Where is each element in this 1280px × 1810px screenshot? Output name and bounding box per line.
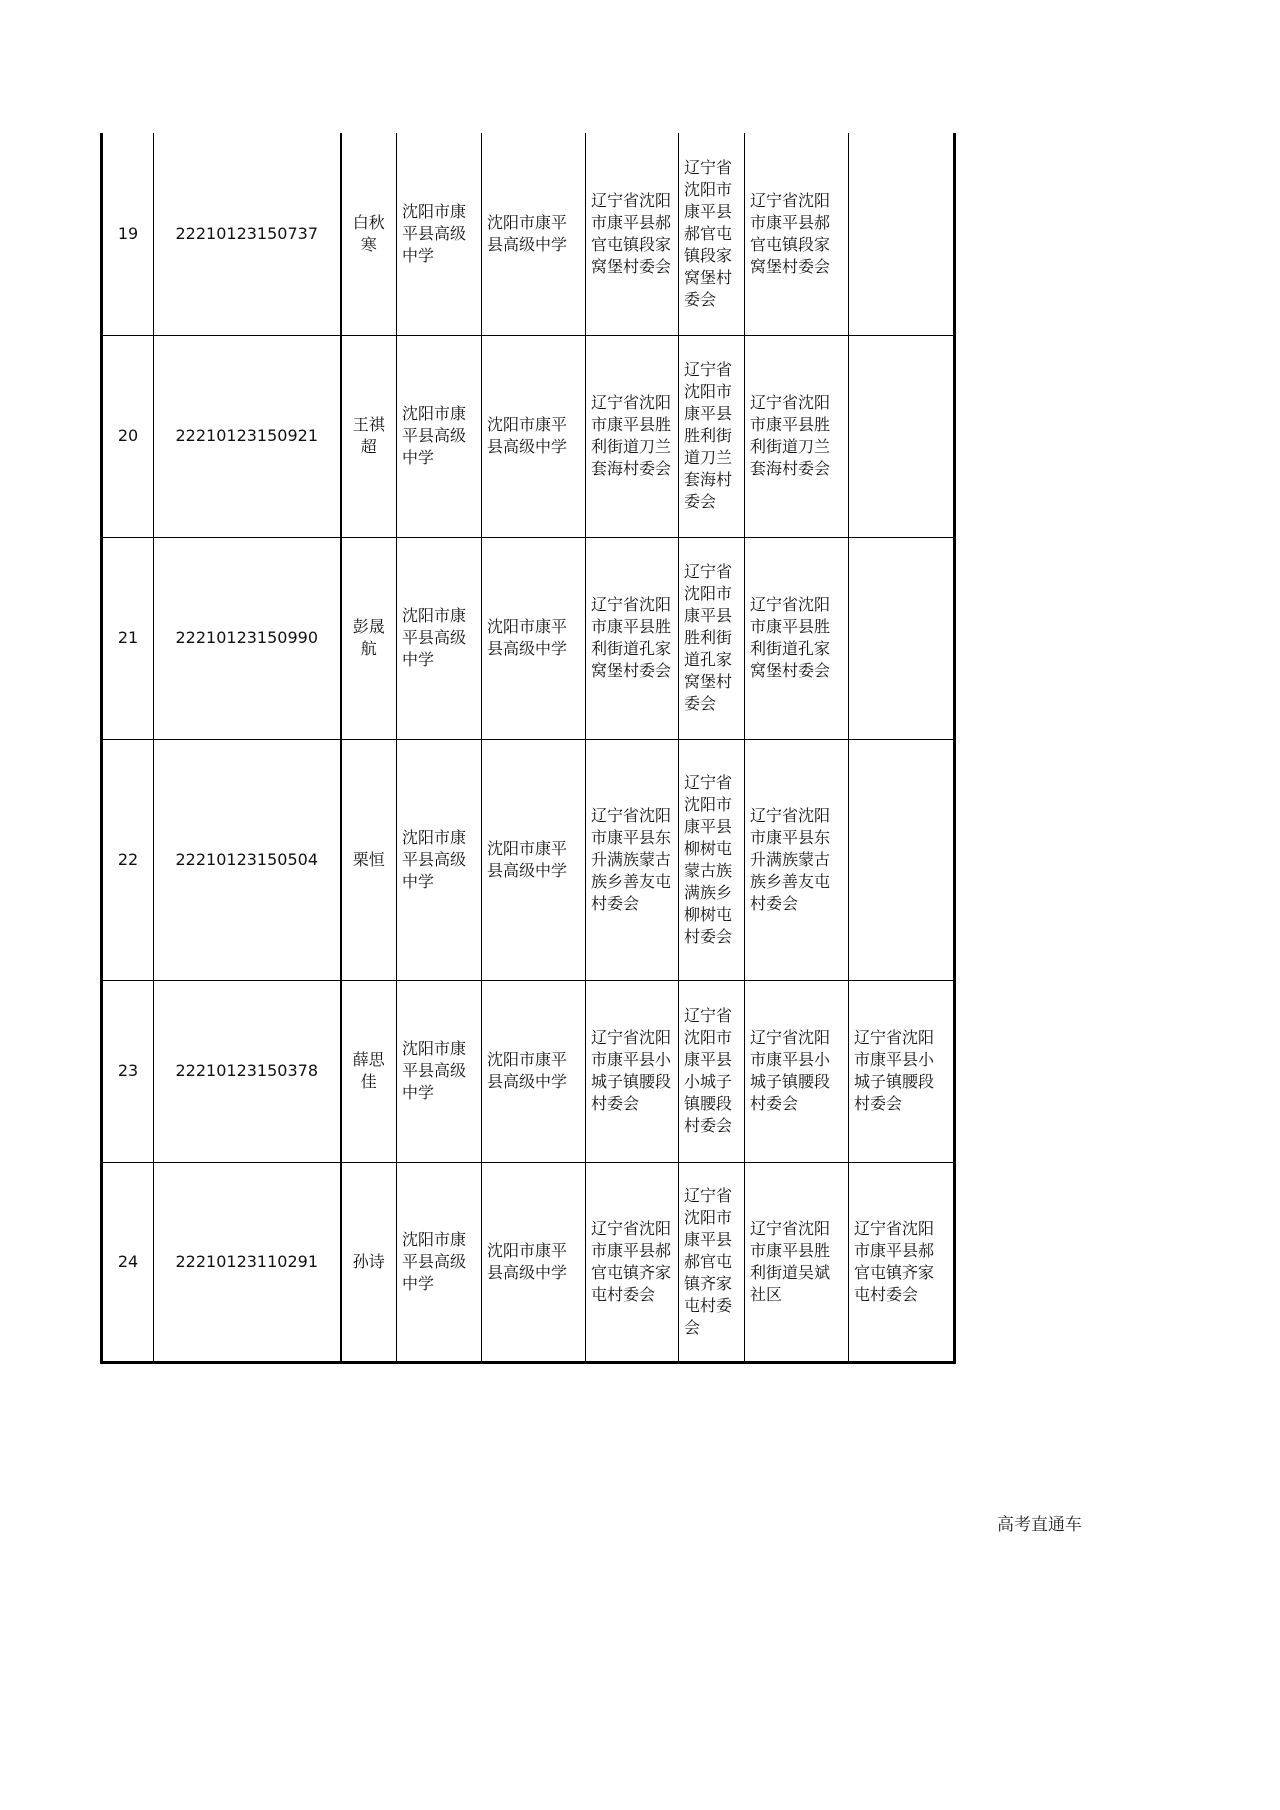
school-name: 沈阳市康平县高级中学 [397, 1162, 482, 1362]
table-row [102, 133, 955, 335]
student-name: 薛思佳 [341, 980, 397, 1162]
residence-address: 辽宁省沈阳市康平县胜利街道刀兰套海村委会 [679, 335, 745, 537]
household-address: 辽宁省沈阳市康平县胜利街道刀兰套海村委会 [586, 335, 679, 537]
student-name: 白秋寒 [341, 133, 397, 335]
household-address: 辽宁省沈阳市康平县胜利街道孔家窝堡村委会 [586, 537, 679, 739]
extra-address [849, 537, 955, 739]
graduation-school: 沈阳市康平县高级中学 [482, 133, 586, 335]
household-address: 辽宁省沈阳市康平县小城子镇腰段村委会 [586, 980, 679, 1162]
table-row [102, 980, 955, 1162]
student-name: 彭晟航 [341, 537, 397, 739]
exam-id: 22210123150737 [154, 133, 341, 335]
guardian-address: 辽宁省沈阳市康平县胜利街道刀兰套海村委会 [745, 335, 849, 537]
row-index: 20 [102, 335, 154, 537]
row-index: 19 [102, 133, 154, 335]
student-name: 王祺超 [341, 335, 397, 537]
guardian-address: 辽宁省沈阳市康平县胜利街道吴斌社区 [745, 1162, 849, 1362]
extra-address [849, 739, 955, 980]
extra-address: 辽宁省沈阳市康平县小城子镇腰段村委会 [849, 980, 955, 1162]
household-address: 辽宁省沈阳市康平县东升满族蒙古族乡善友屯村委会 [586, 739, 679, 980]
household-address: 辽宁省沈阳市康平县郝官屯镇齐家屯村委会 [586, 1162, 679, 1362]
graduation-school: 沈阳市康平县高级中学 [482, 335, 586, 537]
students-table-wrapper [100, 133, 956, 1364]
residence-address: 辽宁省沈阳市康平县小城子镇腰段村委会 [679, 980, 745, 1162]
row-index: 22 [102, 739, 154, 980]
student-name: 孙诗 [341, 1162, 397, 1362]
school-name: 沈阳市康平县高级中学 [397, 537, 482, 739]
table-row [102, 1162, 955, 1362]
graduation-school: 沈阳市康平县高级中学 [482, 739, 586, 980]
school-name: 沈阳市康平县高级中学 [397, 980, 482, 1162]
school-name: 沈阳市康平县高级中学 [397, 739, 482, 980]
row-index: 24 [102, 1162, 154, 1362]
graduation-school: 沈阳市康平县高级中学 [482, 1162, 586, 1362]
exam-id: 22210123150990 [154, 537, 341, 739]
household-address: 辽宁省沈阳市康平县郝官屯镇段家窝堡村委会 [586, 133, 679, 335]
exam-id: 22210123150378 [154, 980, 341, 1162]
table-row [102, 335, 955, 537]
extra-address: 辽宁省沈阳市康平县郝官屯镇齐家屯村委会 [849, 1162, 955, 1362]
row-index: 23 [102, 980, 154, 1162]
row-index: 21 [102, 537, 154, 739]
watermark-text: 高考直通车 [997, 1515, 1082, 1535]
graduation-school: 沈阳市康平县高级中学 [482, 537, 586, 739]
student-name: 栗恒 [341, 739, 397, 980]
guardian-address: 辽宁省沈阳市康平县东升满族蒙古族乡善友屯村委会 [745, 739, 849, 980]
graduation-school: 沈阳市康平县高级中学 [482, 980, 586, 1162]
residence-address: 辽宁省沈阳市康平县柳树屯蒙古族满族乡柳树屯村委会 [679, 739, 745, 980]
table-row [102, 537, 955, 739]
exam-id: 22210123110291 [154, 1162, 341, 1362]
guardian-address: 辽宁省沈阳市康平县胜利街道孔家窝堡村委会 [745, 537, 849, 739]
exam-id: 22210123150921 [154, 335, 341, 537]
school-name: 沈阳市康平县高级中学 [397, 335, 482, 537]
residence-address: 辽宁省沈阳市康平县胜利街道孔家窝堡村委会 [679, 537, 745, 739]
residence-address: 辽宁省沈阳市康平县郝官屯镇齐家屯村委会 [679, 1162, 745, 1362]
residence-address: 辽宁省沈阳市康平县郝官屯镇段家窝堡村委会 [679, 133, 745, 335]
extra-address [849, 133, 955, 335]
extra-address [849, 335, 955, 537]
guardian-address: 辽宁省沈阳市康平县小城子镇腰段村委会 [745, 980, 849, 1162]
school-name: 沈阳市康平县高级中学 [397, 133, 482, 335]
guardian-address: 辽宁省沈阳市康平县郝官屯镇段家窝堡村委会 [745, 133, 849, 335]
exam-id: 22210123150504 [154, 739, 341, 980]
table-row [102, 739, 955, 980]
students-table [100, 133, 956, 1364]
